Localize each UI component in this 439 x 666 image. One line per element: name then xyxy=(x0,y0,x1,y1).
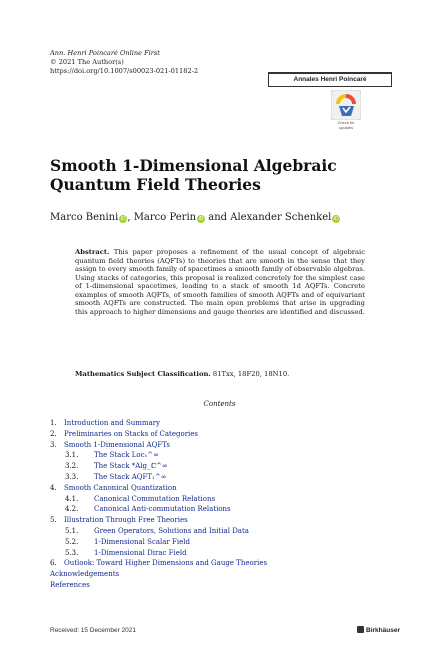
toc-item[interactable] xyxy=(50,450,400,461)
toc-item[interactable] xyxy=(50,483,400,494)
toc-item[interactable] xyxy=(50,569,400,580)
birkhauser-icon xyxy=(357,626,364,633)
toc-item-number: 4.2. xyxy=(65,505,79,514)
toc-item-link[interactable]: 1-Dimensional Scalar Field xyxy=(94,537,190,546)
toc-item-number: 2. xyxy=(50,429,57,438)
copyright-line: © 2021 The Author(s) xyxy=(50,58,124,66)
toc-item[interactable] xyxy=(50,429,400,440)
received-date: Received: 15 December 2021 xyxy=(50,627,136,634)
toc-item-number: 5.3. xyxy=(65,548,79,557)
toc-item-link[interactable]: Canonical Anti-commutation Relations xyxy=(94,505,231,514)
toc-item-link[interactable]: Smooth 1-Dimensional AQFTs xyxy=(64,440,170,449)
doi-link[interactable]: https://doi.org/10.1007/s00023-021-01182-2 xyxy=(50,67,199,75)
toc-item-link[interactable]: Preliminaries on Stacks of Categories xyxy=(64,429,199,438)
toc-item[interactable] xyxy=(50,515,400,526)
toc-item-number: 1. xyxy=(50,419,57,427)
author-name: Alexander Schenkel xyxy=(230,212,332,223)
msc-codes: 81Txx, 18F20, 18N10. xyxy=(210,370,290,378)
toc-item-link[interactable]: Outlook: Toward Higher Dimensions and Gauge Theories xyxy=(64,559,268,568)
abstract-text: This paper proposes a refinement of the usual concept of algebraic quantum field theories (AQFTs) to theories that are smooth in the sense that they assign to every smooth family of spacetimes a smooth family of observable algebras. Using stacks of categories, this proposal is realized concretely for the simplest case of 1-dimensional spacetimes, leading to a stack of smooth 1d AQFTs. Concrete examples of smooth AQFTs, of smooth families of smooth AQFTs and of equivariant smooth AQFTs are constructed. The main open problems that arise in upgrading this approach to higher dimensions and gauge theories are identified and discussed. xyxy=(75,248,365,316)
toc-item-number: 3.2. xyxy=(65,462,79,471)
orcid-icon[interactable]: iD xyxy=(198,216,204,222)
toc-item-link[interactable]: The Stack AQFT₁^∞ xyxy=(94,472,167,481)
toc-item[interactable] xyxy=(50,494,400,505)
toc-item-link[interactable]: Acknowledgements xyxy=(50,570,120,579)
toc-item-link[interactable]: Green Operators, Solutions and Initial Data xyxy=(94,526,249,535)
toc-item-link[interactable]: 1-Dimensional Dirac Field xyxy=(94,548,187,557)
toc-item[interactable] xyxy=(50,440,400,451)
toc-item[interactable] xyxy=(50,548,400,559)
toc-item-number: 3.3. xyxy=(65,472,79,481)
contents-heading: Contents xyxy=(203,400,236,408)
toc-item[interactable] xyxy=(50,537,400,548)
subject-classification xyxy=(75,370,375,379)
abstract xyxy=(75,248,365,316)
toc-item-link[interactable]: Introduction and Summary xyxy=(64,419,160,427)
authors: Marco Benini iD , Marco Perin iD and Alexander Schenkel iD xyxy=(50,212,339,223)
journal-line: Ann. Henri Poincaré Online First xyxy=(50,49,160,57)
toc-item[interactable] xyxy=(50,504,400,515)
toc-item-link[interactable]: References xyxy=(50,580,90,589)
table-of-contents xyxy=(50,418,400,591)
toc-item-number: 3.1. xyxy=(65,451,79,460)
toc-item[interactable] xyxy=(50,558,400,569)
author-name: Marco Perin xyxy=(133,212,197,223)
toc-item-number: 3. xyxy=(50,440,57,449)
toc-item-number: 5.2. xyxy=(65,537,79,546)
toc-item-number: 5. xyxy=(50,516,57,525)
toc-item-link[interactable]: The Stack Loc₁^∞ xyxy=(94,451,159,460)
toc-item[interactable] xyxy=(50,461,400,472)
page-footer xyxy=(50,625,400,637)
toc-item-link[interactable]: The Stack *Alg_ℂ^∞ xyxy=(94,462,168,471)
author-name: Marco Benini xyxy=(50,212,119,223)
msc-label: Mathematics Subject Classification. xyxy=(75,370,211,378)
toc-item-number: 4.1. xyxy=(65,494,79,503)
toc-item-link[interactable]: Smooth Canonical Quantization xyxy=(64,483,177,492)
toc-item[interactable] xyxy=(50,472,400,483)
toc-item[interactable] xyxy=(50,580,400,591)
toc-item-number: 5.1. xyxy=(65,526,79,535)
journal-name: Annales Henri Poincaré xyxy=(268,73,392,87)
toc-item-number: 6. xyxy=(50,559,57,568)
toc-item-link[interactable]: Canonical Commutation Relations xyxy=(94,494,216,503)
crossmark-label[interactable]: Check for updates xyxy=(337,120,355,130)
orcid-icon[interactable]: iD xyxy=(120,216,126,222)
toc-item[interactable] xyxy=(50,526,400,537)
toc-item-link[interactable]: Illustration Through Free Theories xyxy=(64,516,188,525)
orcid-icon[interactable]: iD xyxy=(333,216,339,222)
publisher-logo: Birkhäuser xyxy=(357,625,400,637)
crossmark-icon[interactable] xyxy=(331,90,361,120)
abstract-label: Abstract. xyxy=(75,248,110,256)
toc-item-number: 4. xyxy=(50,483,57,492)
paper-title: Smooth 1-Dimensional Algebraic Quantum Field Theories xyxy=(50,156,337,194)
toc-item[interactable] xyxy=(50,418,400,429)
